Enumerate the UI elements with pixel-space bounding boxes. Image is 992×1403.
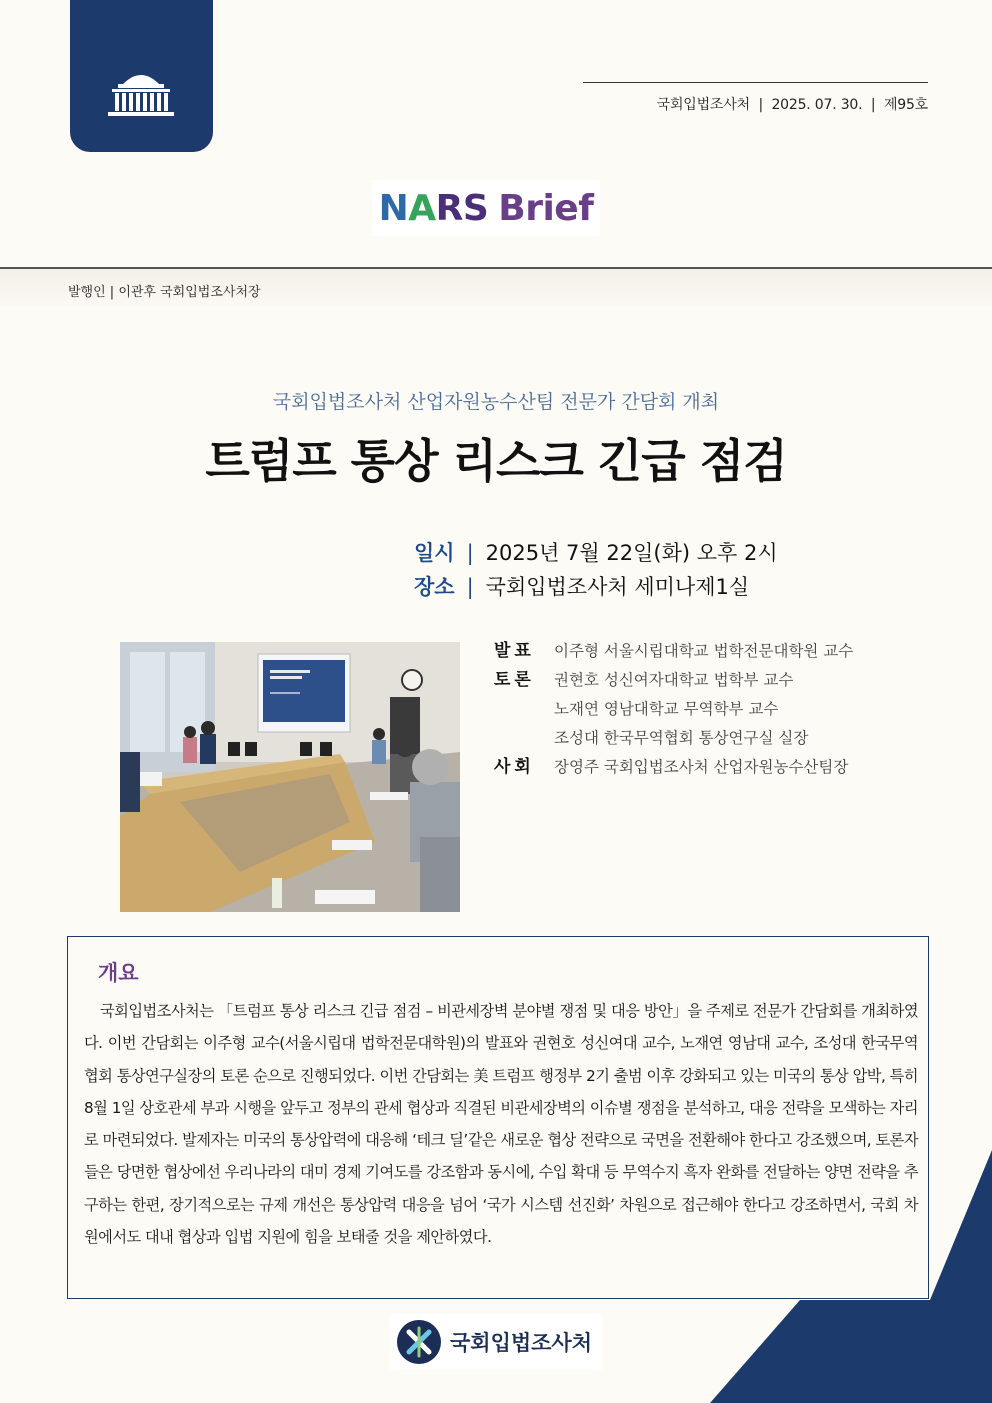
meta-issue: 제95호 — [883, 97, 928, 113]
footer-logo — [390, 1314, 602, 1370]
footer-org-name: 국회입법조사처 — [450, 1331, 593, 1355]
meta-date: 2025. 07. 30. — [771, 97, 863, 113]
presenter-label: 발표 — [494, 641, 535, 661]
discussant-name-1: 권현호 성신여자대학교 법학부 교수 — [554, 671, 794, 689]
brand-letter-a: A — [408, 187, 436, 229]
place-label: 장소 — [414, 575, 455, 599]
brand-letters-rs: RS — [435, 187, 489, 229]
presenter-row — [494, 637, 853, 666]
publisher-line: 발행인 | 이관후 국회입법조사처장 — [68, 285, 261, 300]
discussant-row — [494, 724, 853, 753]
page-title: 트럼프 통상 리스크 긴급 점검 — [205, 434, 787, 488]
nars-brief-logo — [372, 180, 600, 236]
discussant-row — [494, 695, 853, 724]
label-separator: | — [466, 541, 474, 565]
discussant-label: 토론 — [494, 670, 535, 690]
brand-letter-n: N — [378, 187, 409, 229]
moderator-row — [494, 753, 853, 782]
decorative-triangle-right — [930, 1150, 992, 1300]
moderator-label: 사회 — [494, 757, 535, 777]
national-assembly-icon — [98, 62, 184, 122]
meta-separator: | — [866, 97, 884, 113]
header-tab — [70, 0, 213, 152]
meta-separator: | — [754, 97, 772, 113]
summary-heading: 개요 — [98, 961, 139, 985]
event-place-row — [414, 571, 749, 601]
participants-list — [494, 637, 853, 782]
summary-box — [67, 936, 929, 1299]
publisher-bar — [0, 267, 992, 307]
label-separator: | — [466, 575, 474, 599]
discussant-row — [494, 666, 853, 695]
presenter-name: 이주형 서울시립대학교 법학전문대학원 교수 — [554, 642, 854, 660]
issue-meta — [657, 94, 928, 114]
brand-brief: Brief — [498, 187, 594, 229]
nars-emblem-icon — [396, 1319, 442, 1365]
discussant-name-3: 조성대 한국무역협회 통상연구실 실장 — [554, 729, 809, 747]
meta-divider — [583, 82, 928, 83]
moderator-name: 장영주 국회입법조사처 산업자원농수산팀장 — [554, 758, 849, 776]
place-value: 국회입법조사처 세미나제1실 — [485, 575, 750, 599]
date-label: 일시 — [414, 541, 455, 565]
event-date-row — [414, 537, 778, 567]
meta-org: 국회입법조사처 — [656, 97, 750, 113]
summary-body: 국회입법조사처는 「트럼프 통상 리스크 긴급 점검 – 비관세장벽 분야별 쟁점 및 대응 방안」을 주제로 전문가 간담회를 개최하였다. 이번 간담회는 이주형 교수(서울시립대 법학전문대학원)의 발표와 권현호 성신여대 교수, 노재연 영남대 교수, 조성대 한국무역협회 통상연구실장의 토론 순으로 진행되었다. 이번 간담회는 美 트럼프 행정부 2기 출범 이후 강화되고 있는 미국의 통상 압박, 특히 8월 1일 상호관세 부과 시행을 앞두고 정부의 관세 협상과 직결된 비관세장벽의 이슈별 쟁점을 분석하고, 대응 전략을 모색하는 자리로 마련되었다. 발제자는 미국의 통상압력에 대응해 ‘테크 딜’같은 새로운 협상 전략으로 국면을 전환해야 한다고 강조했으며, 토론자들은 당면한 협상에선 우리나라의 대미 경제 기여도를 강조함과 동시에, 수입 확대 등 무역수지 흑자 완화를 전달하는 양면 전략을 추구하는 한편, 장기적으로는 규제 개선은 통상압력 대응을 넘어 ‘국가 시스템 선진화’ 차원으로 접근해야 한다고 강조하면서, 국회 차원에서도 대내 협상과 입법 지원에 힘을 보태줄 것을 제안하였다. — [84, 1002, 918, 1247]
event-subtitle: 국회입법조사처 산업자원농수산팀 전문가 간담회 개최 — [272, 391, 720, 413]
seminar-photo — [120, 642, 460, 912]
discussant-name-2: 노재연 영남대학교 무역학부 교수 — [554, 700, 779, 718]
date-value: 2025년 7월 22일(화) 오후 2시 — [485, 541, 778, 565]
